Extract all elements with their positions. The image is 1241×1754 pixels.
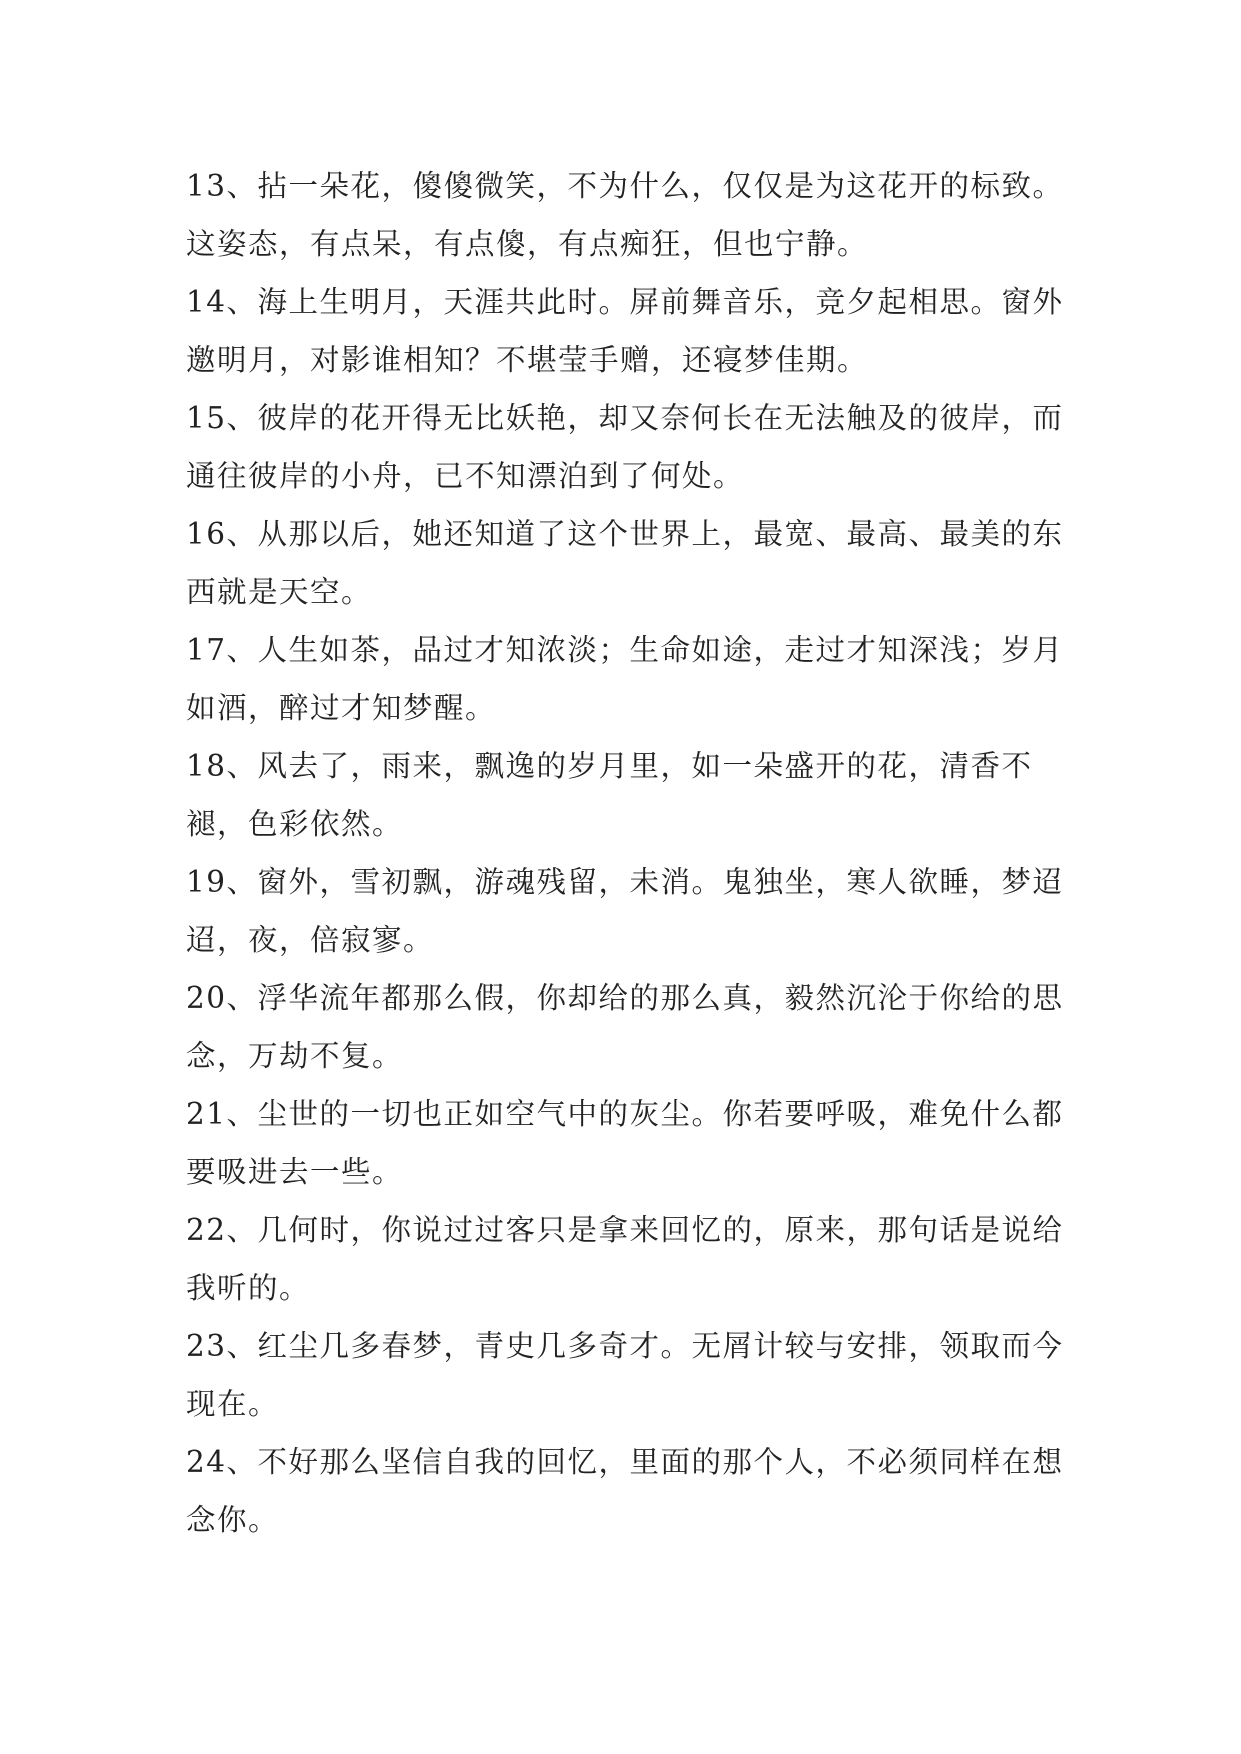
paragraph-22: 22、几何时，你说过过客只是拿来回忆的，原来，那句话是说给我听的。: [186, 1213, 1064, 1305]
paragraph-23: 23、红尘几多春梦，青史几多奇才。无屑计较与安排，领取而今现在。: [186, 1329, 1064, 1421]
paragraph-24: 24、不好那么坚信自我的回忆，里面的那个人，不必须同样在想念你。: [186, 1445, 1064, 1537]
paragraph-20: 20、浮华流年都那么假，你却给的那么真，毅然沉沦于你给的思念，万劫不复。: [186, 981, 1064, 1073]
paragraph-14: 14、海上生明月，天涯共此时。屏前舞音乐，竞夕起相思。窗外邀明月，对影谁相知？不堪莹手赠，还寝梦佳期。: [186, 285, 1064, 377]
paragraph-17: 17、人生如茶，品过才知浓淡；生命如途，走过才知深浅；岁月如酒，醉过才知梦醒。: [186, 633, 1064, 725]
paragraph-15: 15、彼岸的花开得无比妖艳，却又奈何长在无法触及的彼岸，而通往彼岸的小舟，已不知漂泊到了何处。: [186, 401, 1064, 493]
paragraph-13: 13、拈一朵花，傻傻微笑，不为什么，仅仅是为这花开的标致。这姿态，有点呆，有点傻，有点痴狂，但也宁静。: [186, 169, 1064, 261]
paragraph-19: 19、窗外，雪初飘，游魂残留，未消。鬼独坐，寒人欲睡，梦迢迢，夜，倍寂寥。: [186, 865, 1064, 957]
document-body: [186, 157, 1086, 1549]
paragraph-18: 18、风去了，雨来，飘逸的岁月里，如一朵盛开的花，清香不褪，色彩依然。: [186, 749, 1033, 841]
paragraph-21: 21、尘世的一切也正如空气中的灰尘。你若要呼吸，难免什么都要吸进去一些。: [186, 1097, 1064, 1189]
paragraph-16: 16、从那以后，她还知道了这个世界上，最宽、最高、最美的东西就是天空。: [186, 517, 1064, 609]
